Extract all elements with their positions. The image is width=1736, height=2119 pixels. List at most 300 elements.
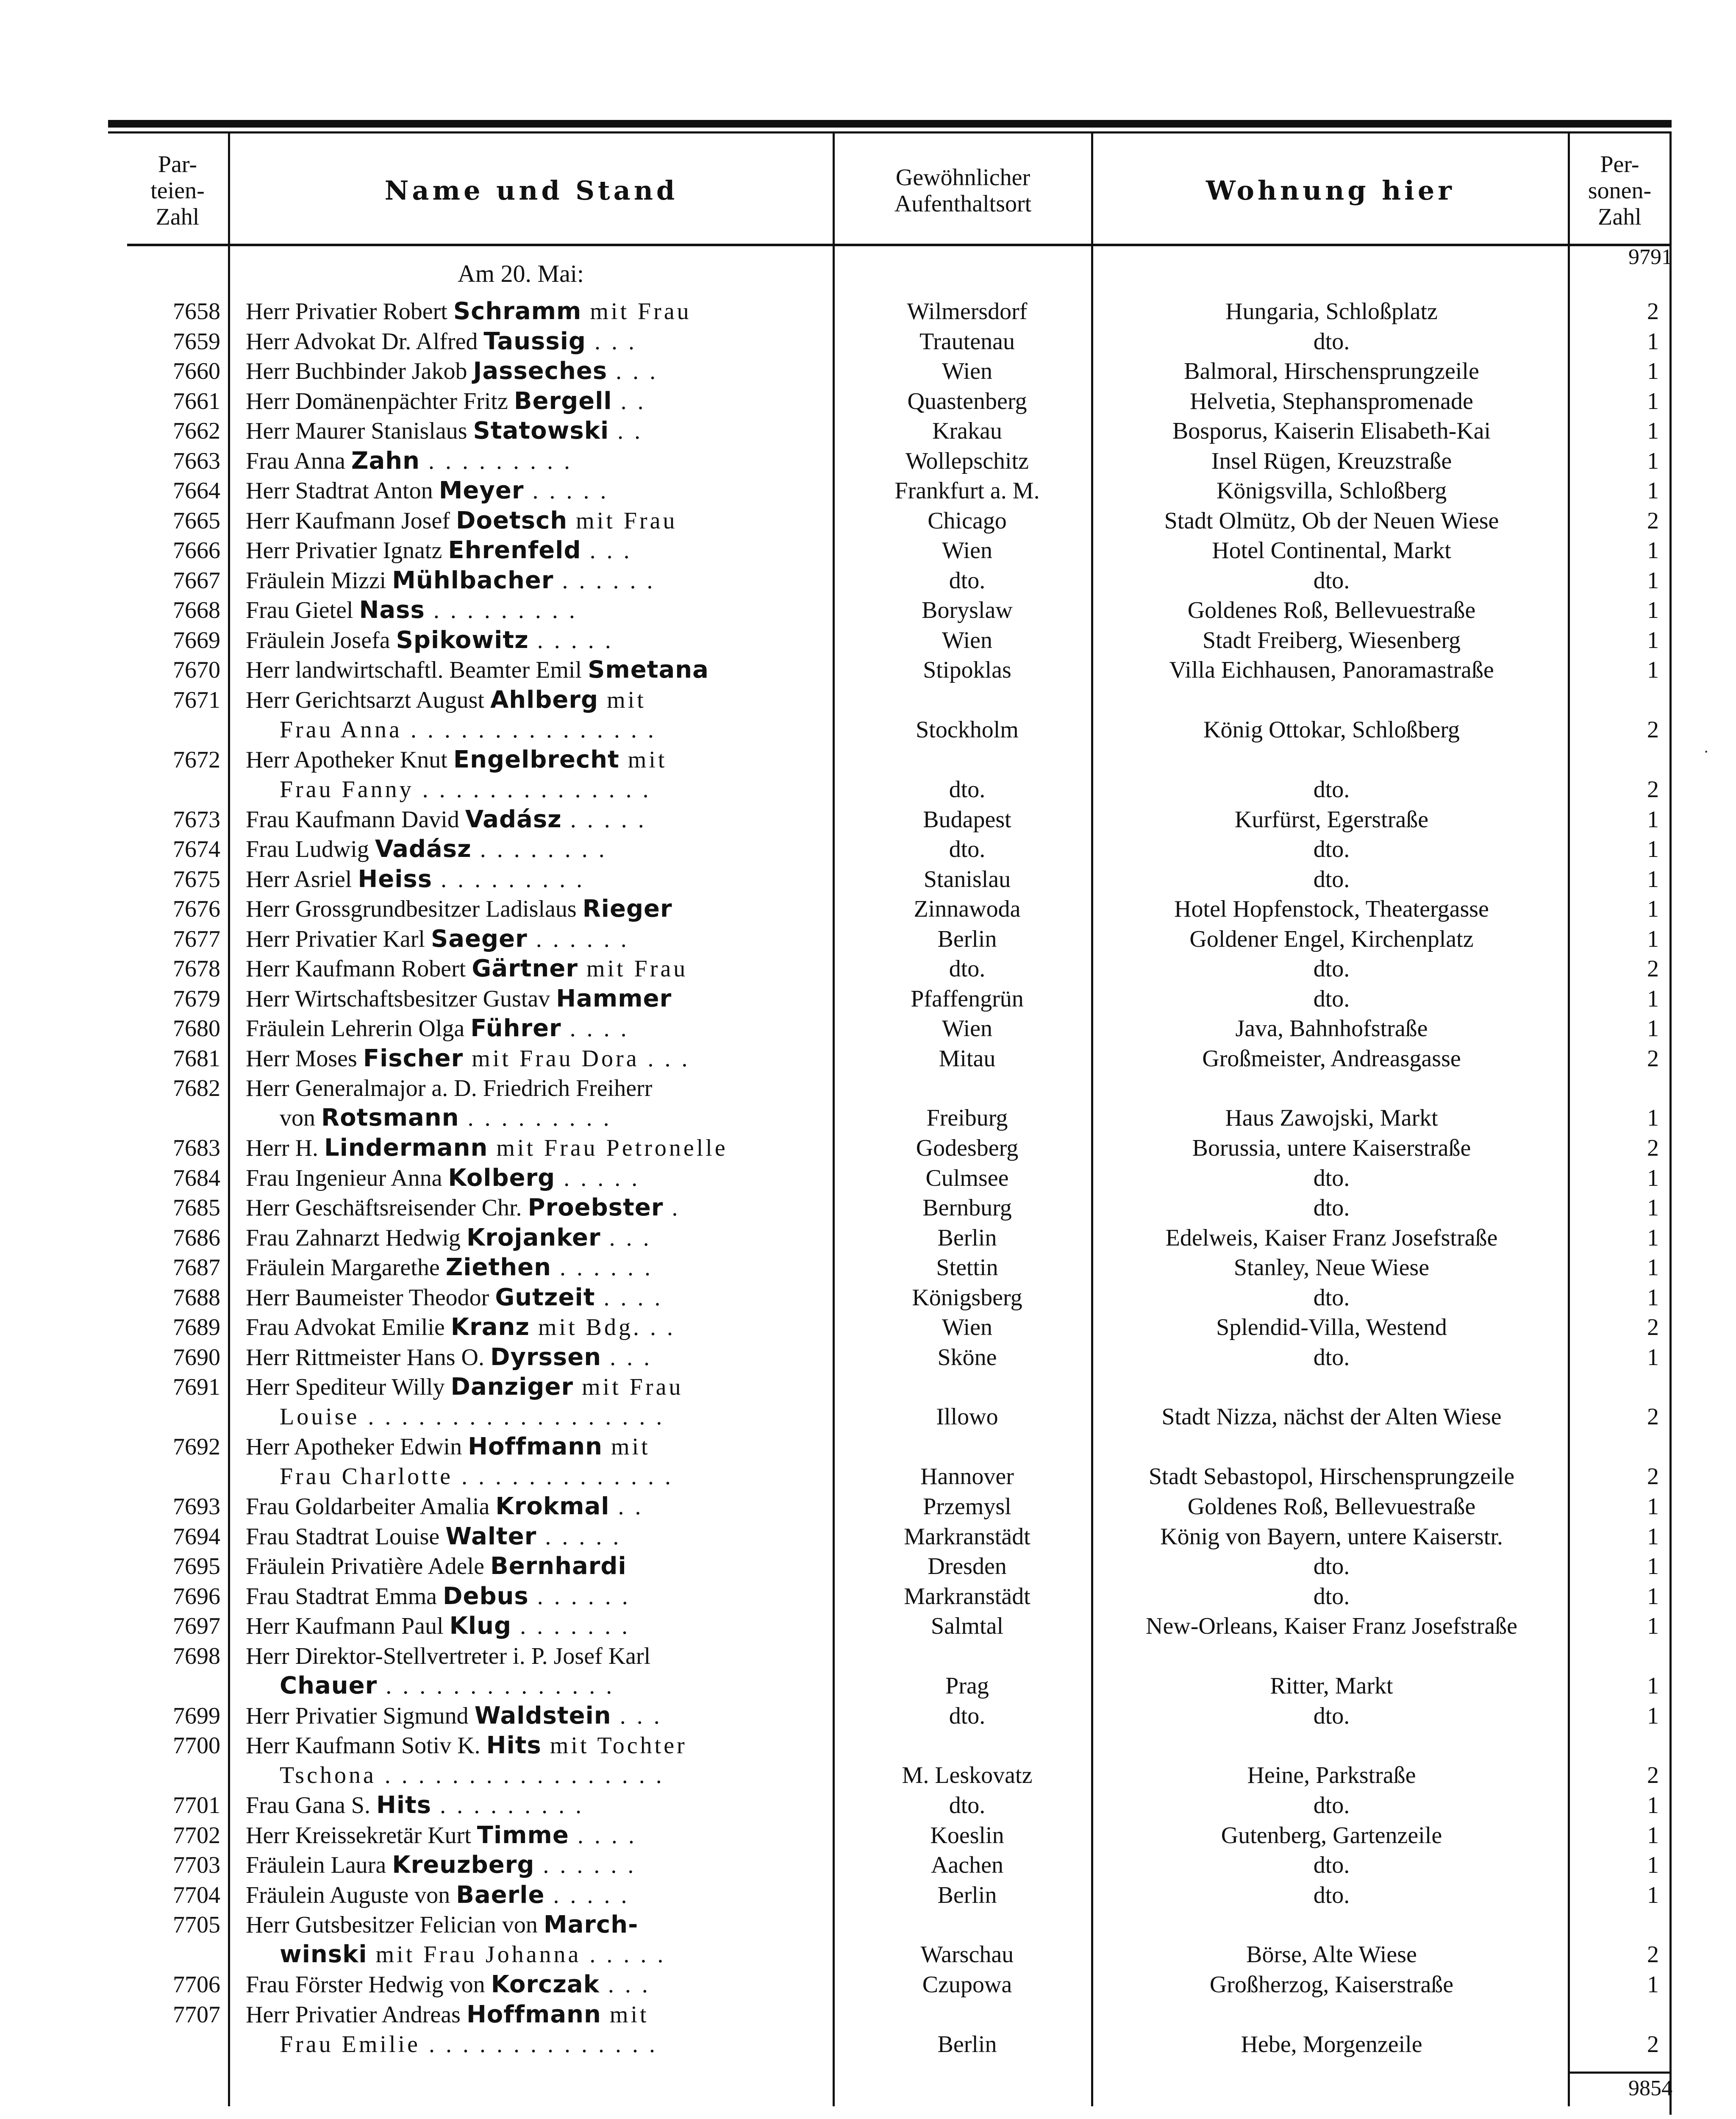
- name-line: [246, 2000, 818, 2030]
- surname: Kreuzberg: [392, 1851, 535, 1879]
- surname: Hits: [486, 1732, 542, 1759]
- local-address: Stadt Nizza, nächst der Alten Wiese: [1161, 1404, 1502, 1430]
- table-row: [0, 1133, 1736, 1163]
- party-number: 7670: [173, 657, 220, 683]
- name-suffix: . . . . . . . . .: [432, 866, 585, 893]
- local-address: Kurfürst, Egerstraße: [1234, 806, 1429, 833]
- name-suffix: . . . . .: [555, 1165, 640, 1191]
- name-line: [246, 297, 818, 326]
- table-row: [0, 2000, 1736, 2060]
- header-name-und-stand: Name und Stand: [384, 175, 678, 206]
- usual-residence: Budapest: [923, 806, 1011, 833]
- name-line: [246, 1492, 818, 1521]
- name-line: [246, 1073, 818, 1103]
- name-line: [246, 1313, 818, 1342]
- local-address: dto.: [1313, 836, 1350, 862]
- name-and-status: [246, 1821, 818, 1850]
- party-number: 7668: [173, 597, 220, 623]
- local-address: Edelweis, Kaiser Franz Josefstraße: [1165, 1224, 1498, 1251]
- usual-residence: Freiburg: [926, 1105, 1008, 1131]
- table-row: [0, 506, 1736, 536]
- surname: Zahn: [351, 447, 420, 475]
- name-prefix: Herr Domänenpächter Fritz: [246, 388, 514, 414]
- party-number: 7661: [173, 388, 220, 414]
- local-address: Borussia, untere Kaiserstraße: [1192, 1135, 1471, 1161]
- usual-residence: Dresden: [928, 1553, 1007, 1580]
- name-line: [246, 834, 818, 864]
- name-prefix: Frau Stadtrat Louise: [246, 1523, 446, 1550]
- local-address: New-Orleans, Kaiser Franz Josefstraße: [1146, 1613, 1517, 1639]
- local-address: Hungaria, Schloßplatz: [1225, 298, 1438, 325]
- person-count: 1: [1647, 1165, 1659, 1191]
- name-prefix: Herr Maurer Stanislaus: [246, 418, 473, 444]
- name-suffix: . . . . . . . . .: [459, 1105, 612, 1131]
- local-address: dto.: [1313, 1195, 1350, 1221]
- usual-residence: M. Leskovatz: [902, 1762, 1033, 1788]
- surname: Ziethen: [445, 1254, 551, 1281]
- name-continuation: Frau Fanny . . . . . . . . . . . . . .: [280, 776, 651, 803]
- local-address: Goldenes Roß, Bellevuestraße: [1187, 1493, 1476, 1520]
- party-number: 7658: [173, 298, 220, 325]
- party-number: 7686: [173, 1224, 220, 1251]
- name-and-status: [246, 446, 818, 476]
- table-row: [0, 685, 1736, 745]
- local-address: dto.: [1313, 567, 1350, 594]
- table-row: [0, 1223, 1736, 1253]
- table-row: [0, 536, 1736, 566]
- name-prefix: Herr Apotheker Edwin: [246, 1434, 468, 1460]
- name-and-status: [246, 1133, 818, 1163]
- local-address: Helvetia, Stephanspromenade: [1190, 388, 1473, 414]
- local-address: Großherzog, Kaiserstraße: [1209, 1972, 1454, 1998]
- name-line: [246, 984, 818, 1014]
- person-count: 1: [1647, 866, 1659, 893]
- name-and-status: [246, 894, 818, 924]
- person-count: 1: [1647, 926, 1659, 952]
- name-suffix: . . . . . . . . .: [425, 597, 578, 623]
- local-address: Börse, Alte Wiese: [1246, 1941, 1417, 1968]
- person-count: 2: [1647, 298, 1659, 325]
- local-address: Hotel Continental, Markt: [1212, 537, 1451, 564]
- usual-residence: dto.: [949, 1702, 986, 1729]
- name-and-status: [246, 1910, 818, 1969]
- local-address: dto.: [1313, 1165, 1350, 1191]
- name-and-status: [246, 1283, 818, 1313]
- name-and-status: [246, 1372, 818, 1432]
- name-line-continued: [246, 775, 818, 804]
- name-line: [246, 1910, 818, 1940]
- person-count: 2: [1647, 1045, 1659, 1072]
- name-line: [246, 327, 818, 356]
- name-line: [246, 1731, 818, 1760]
- name-and-status: [246, 1701, 818, 1731]
- name-suffix: mit Frau Petronelle: [488, 1135, 728, 1161]
- local-address: dto.: [1313, 985, 1350, 1012]
- name-and-status: [246, 506, 818, 536]
- name-prefix: Herr Privatier Robert: [246, 298, 453, 325]
- name-and-status: [246, 327, 818, 356]
- name-line: [246, 1701, 818, 1731]
- name-prefix: Frau Advokat Emilie: [246, 1314, 451, 1340]
- person-count: 1: [1647, 418, 1659, 444]
- surname: Fischer: [363, 1044, 464, 1072]
- name-line: [246, 626, 818, 655]
- name-suffix: mit Frau: [578, 956, 688, 982]
- surname: Hammer: [556, 984, 672, 1012]
- table-row: [0, 655, 1736, 685]
- name-line: [246, 506, 818, 536]
- name-suffix: . . . . . . . .: [471, 836, 607, 862]
- name-line-continued: [246, 2030, 818, 2059]
- usual-residence: Frankfurt a. M.: [894, 478, 1040, 504]
- name-prefix: Frau Kaufmann David: [246, 806, 465, 833]
- party-number: 7705: [173, 1912, 220, 1938]
- party-number: 7703: [173, 1852, 220, 1878]
- local-address: Goldener Engel, Kirchenplatz: [1189, 926, 1474, 952]
- local-address: Stanley, Neue Wiese: [1233, 1254, 1430, 1281]
- local-address: Bosporus, Kaiserin Elisabeth-Kai: [1172, 418, 1491, 444]
- name-and-status: [246, 387, 818, 416]
- usual-residence: Berlin: [937, 2031, 997, 2058]
- table-row: [0, 1253, 1736, 1283]
- surname: Rotsmann: [321, 1104, 459, 1132]
- name-and-status: [246, 954, 818, 984]
- header-line: Par-: [158, 151, 197, 178]
- table-row: [0, 1641, 1736, 1701]
- name-line-continued: [246, 715, 818, 745]
- party-number: 7706: [173, 1972, 220, 1998]
- name-line: [246, 566, 818, 595]
- person-count: 1: [1647, 1254, 1659, 1281]
- header-rule: [127, 244, 1672, 246]
- surname: Lindermann: [324, 1134, 488, 1162]
- name-prefix: Herr Stadtrat Anton: [246, 478, 439, 504]
- name-and-status: [246, 1223, 818, 1253]
- name-and-status: [246, 1611, 818, 1641]
- name-suffix: mit Bdg. . .: [529, 1314, 676, 1340]
- person-count: 1: [1647, 985, 1659, 1012]
- person-count: 1: [1647, 1822, 1659, 1849]
- name-line: [246, 387, 818, 416]
- surname: Waldstein: [474, 1702, 611, 1730]
- table-row: [0, 566, 1736, 596]
- name-suffix: . . .: [611, 1702, 662, 1729]
- usual-residence: Illowo: [936, 1404, 998, 1430]
- party-number: 7679: [173, 985, 220, 1012]
- usual-residence: Wien: [942, 627, 993, 653]
- name-suffix: .: [663, 1195, 681, 1221]
- local-address: Großmeister, Andreasgasse: [1202, 1045, 1461, 1072]
- name-line: [246, 1253, 818, 1282]
- usual-residence: dto.: [949, 1792, 986, 1819]
- name-and-status: [246, 655, 818, 685]
- name-suffix: . .: [609, 418, 643, 444]
- name-prefix: Frau Zahnarzt Hedwig: [246, 1224, 467, 1251]
- name-and-status: [246, 685, 818, 745]
- name-and-status: [246, 1641, 818, 1701]
- party-number: 7701: [173, 1792, 220, 1819]
- name-prefix: Frau Ludwig: [246, 836, 375, 862]
- party-number: 7688: [173, 1284, 220, 1311]
- party-number: 7697: [173, 1613, 220, 1639]
- party-number: 7680: [173, 1015, 220, 1042]
- name-suffix: . . . . .: [524, 478, 609, 504]
- name-prefix: Frau Gana S.: [246, 1792, 376, 1819]
- person-count: 1: [1647, 896, 1659, 922]
- name-continuation: Frau Anna . . . . . . . . . . . . . . .: [280, 716, 656, 743]
- register-rows: [0, 297, 1736, 2060]
- header-wohnung-hier: Wohnung hier: [1206, 175, 1455, 206]
- surname: Baerle: [456, 1881, 545, 1909]
- name-and-status: [246, 1193, 818, 1223]
- party-number: 7693: [173, 1493, 220, 1520]
- name-line: [246, 924, 818, 954]
- surname: Klug: [449, 1612, 512, 1640]
- local-address: Goldenes Roß, Bellevuestraße: [1187, 597, 1476, 623]
- name-prefix: Herr landwirtschaftl. Beamter Emil: [246, 657, 588, 683]
- name-line-continued: [246, 1103, 818, 1133]
- name-prefix: Herr Rittmeister Hans O.: [246, 1344, 490, 1371]
- person-count: 1: [1647, 1284, 1659, 1311]
- local-address: Heine, Parkstraße: [1247, 1762, 1416, 1788]
- local-address: Gutenberg, Gartenzeile: [1221, 1822, 1442, 1849]
- name-line: [246, 655, 818, 685]
- table-row: [0, 1791, 1736, 1821]
- name-and-status: [246, 834, 818, 864]
- table-row: [0, 327, 1736, 357]
- usual-residence: dto.: [949, 776, 986, 803]
- person-count: 1: [1647, 1852, 1659, 1878]
- usual-residence: Sköne: [937, 1344, 997, 1371]
- name-line: [246, 1850, 818, 1880]
- person-count: 1: [1647, 537, 1659, 564]
- name-suffix: . . .: [581, 537, 632, 564]
- name-line: [246, 1970, 818, 1999]
- usual-residence: Wien: [942, 1314, 993, 1340]
- table-row: [0, 356, 1736, 387]
- person-count: 1: [1647, 1195, 1659, 1221]
- name-suffix: mit Frau Johanna . . . . .: [367, 1941, 666, 1968]
- party-number: 7671: [173, 687, 220, 713]
- local-address: dto.: [1313, 866, 1350, 893]
- party-number: 7677: [173, 926, 220, 952]
- usual-residence: Markranstädt: [904, 1583, 1030, 1610]
- name-line: [246, 1641, 818, 1671]
- surname: Vadász: [375, 835, 472, 863]
- surname: Mühlbacher: [392, 566, 554, 594]
- name-suffix: . . . . . .: [527, 926, 629, 952]
- header-line: Per-: [1600, 151, 1639, 178]
- name-and-status: [246, 1552, 818, 1581]
- table-row: [0, 954, 1736, 984]
- party-number: 7695: [173, 1553, 220, 1580]
- name-prefix: Herr Privatier Andreas: [246, 2001, 467, 2028]
- usual-residence: Prag: [945, 1672, 989, 1699]
- header-line: Aufenthaltsort: [894, 191, 1032, 217]
- usual-residence: Bernburg: [922, 1195, 1012, 1221]
- usual-residence: Berlin: [937, 1882, 997, 1908]
- usual-residence: Przemysl: [923, 1493, 1011, 1520]
- name-suffix: . . . . .: [536, 1523, 622, 1550]
- name-line-continued: [246, 1462, 818, 1491]
- table-row: [0, 984, 1736, 1014]
- table-row: [0, 745, 1736, 805]
- name-line: [246, 745, 818, 775]
- name-prefix: Frau Förster Hedwig von: [246, 1972, 491, 1998]
- table-row: [0, 1731, 1736, 1791]
- usual-residence: Wien: [942, 1015, 993, 1042]
- name-and-status: [246, 1880, 818, 1910]
- name-suffix: . . . . . .: [534, 1852, 636, 1878]
- name-line: [246, 536, 818, 565]
- carry-over-total: 9791: [1628, 245, 1672, 269]
- table-row: [0, 894, 1736, 924]
- local-address: dto.: [1313, 1792, 1350, 1819]
- name-line: [246, 1372, 818, 1402]
- page-total: 9854: [1628, 2076, 1672, 2100]
- name-line: [246, 416, 818, 446]
- person-count: 1: [1647, 328, 1659, 355]
- table-row: [0, 297, 1736, 327]
- person-count: 1: [1647, 1613, 1659, 1639]
- usual-residence: Culmsee: [925, 1165, 1009, 1191]
- table-row: [0, 626, 1736, 656]
- name-line: [246, 954, 818, 984]
- name-and-status: [246, 1432, 818, 1491]
- header-line: Zahl: [1598, 204, 1642, 230]
- usual-residence: Boryslaw: [922, 597, 1013, 623]
- person-count: 1: [1647, 1493, 1659, 1520]
- name-line: [246, 1582, 818, 1611]
- name-suffix: . . . .: [561, 1015, 629, 1042]
- surname: Kolberg: [448, 1164, 556, 1192]
- name-suffix: mit: [601, 2001, 649, 2028]
- name-suffix: . . .: [586, 328, 637, 355]
- name-continuation: Frau Charlotte . . . . . . . . . . . . .: [280, 1463, 674, 1490]
- person-count: 2: [1647, 776, 1659, 803]
- header-line: teien-: [150, 178, 205, 204]
- table-row: [0, 595, 1736, 626]
- name-line-continued: [246, 1940, 818, 1969]
- local-address: Stadt Freiberg, Wiesenberg: [1203, 627, 1461, 653]
- header-aufenthaltsort: [835, 140, 1091, 242]
- name-prefix: Herr Moses: [246, 1045, 363, 1072]
- table-row: [0, 387, 1736, 417]
- name-and-status: [246, 745, 818, 804]
- surname: Ahlberg: [490, 686, 599, 714]
- surname: Krojanker: [466, 1224, 601, 1251]
- table-row: [0, 1163, 1736, 1193]
- header-line: Gewöhnlicher: [895, 164, 1030, 191]
- usual-residence: Salmtal: [930, 1613, 1004, 1639]
- table-row: [0, 1492, 1736, 1522]
- surname: Gutzeit: [495, 1283, 595, 1311]
- local-address: dto.: [1313, 776, 1350, 803]
- name-and-status: [246, 626, 818, 655]
- name-and-status: [246, 476, 818, 506]
- table-row: [0, 1970, 1736, 2000]
- table-row: [0, 1014, 1736, 1044]
- party-number: 7694: [173, 1523, 220, 1550]
- name-line: [246, 356, 818, 386]
- person-count: 2: [1647, 2031, 1659, 2058]
- local-address: Hotel Hopfenstock, Theatergasse: [1174, 896, 1489, 922]
- name-line: [246, 1791, 818, 1820]
- person-count: 2: [1647, 716, 1659, 743]
- person-count: 1: [1647, 478, 1659, 504]
- person-count: 2: [1647, 1941, 1659, 1968]
- name-prefix: Herr Generalmajor a. D. Friedrich Freiherr: [246, 1075, 653, 1101]
- date-heading: Am 20. Mai:: [458, 260, 584, 287]
- name-line: [246, 1014, 818, 1043]
- name-prefix: Herr Gutsbesitzer Felician von: [246, 1912, 544, 1938]
- name-prefix: Herr Advokat Dr. Alfred: [246, 328, 484, 355]
- table-row: [0, 1283, 1736, 1313]
- name-and-status: [246, 1313, 818, 1342]
- name-suffix: mit Frau: [581, 298, 692, 325]
- local-address: König Ottokar, Schloßberg: [1203, 716, 1460, 743]
- surname: Gärtner: [472, 955, 578, 982]
- person-count: 1: [1647, 1553, 1659, 1580]
- party-number: 7698: [173, 1643, 220, 1669]
- name-prefix: Herr Gerichtsarzt August: [246, 687, 490, 713]
- name-suffix: . . .: [607, 358, 658, 384]
- surname: Hoffmann: [466, 2000, 601, 2028]
- name-and-status: [246, 1582, 818, 1611]
- header-parteien-zahl: [127, 140, 228, 242]
- usual-residence: Stanislau: [923, 866, 1011, 893]
- usual-residence: Czupowa: [922, 1972, 1012, 1998]
- usual-residence: Stipoklas: [923, 657, 1011, 683]
- party-number: 7665: [173, 507, 220, 534]
- usual-residence: Berlin: [937, 1224, 997, 1251]
- person-count: 1: [1647, 597, 1659, 623]
- party-number: 7659: [173, 328, 220, 355]
- name-prefix: Fräulein Laura: [246, 1852, 392, 1878]
- party-number: 7684: [173, 1165, 220, 1191]
- person-count: 1: [1647, 1792, 1659, 1819]
- person-count: 1: [1647, 1672, 1659, 1699]
- usual-residence: Chicago: [928, 507, 1007, 534]
- surname: Timme: [477, 1821, 569, 1849]
- local-address: Insel Rügen, Kreuzstraße: [1211, 448, 1452, 474]
- name-suffix: . . . . . . . . .: [420, 448, 572, 474]
- person-count: 1: [1647, 806, 1659, 833]
- party-number: 7685: [173, 1195, 220, 1221]
- local-address: Hebe, Morgenzeile: [1241, 2031, 1422, 2058]
- table-row: [0, 1073, 1736, 1133]
- total-rule: [1570, 2072, 1672, 2074]
- usual-residence: Hannover: [920, 1463, 1014, 1490]
- party-number: 7672: [173, 746, 220, 773]
- surname: Smetana: [588, 656, 709, 684]
- party-number: 7678: [173, 956, 220, 982]
- name-prefix: Herr Kaufmann Sotiv K.: [246, 1732, 486, 1759]
- surname: Debus: [443, 1582, 529, 1610]
- local-address: Haus Zawojski, Markt: [1225, 1105, 1438, 1131]
- usual-residence: Königsberg: [912, 1284, 1022, 1311]
- name-continuation: Frau Emilie . . . . . . . . . . . . . .: [280, 2031, 658, 2058]
- name-prefix: von: [280, 1105, 321, 1131]
- party-number: 7702: [173, 1822, 220, 1849]
- name-line: [246, 1133, 818, 1163]
- table-row: [0, 1880, 1736, 1910]
- surname: Führer: [470, 1015, 561, 1042]
- top-rule-thin: [108, 131, 1672, 133]
- party-number: 7660: [173, 358, 220, 384]
- local-address: König von Bayern, untere Kaiserstr.: [1160, 1523, 1503, 1550]
- name-prefix: Frau Stadtrat Emma: [246, 1583, 443, 1610]
